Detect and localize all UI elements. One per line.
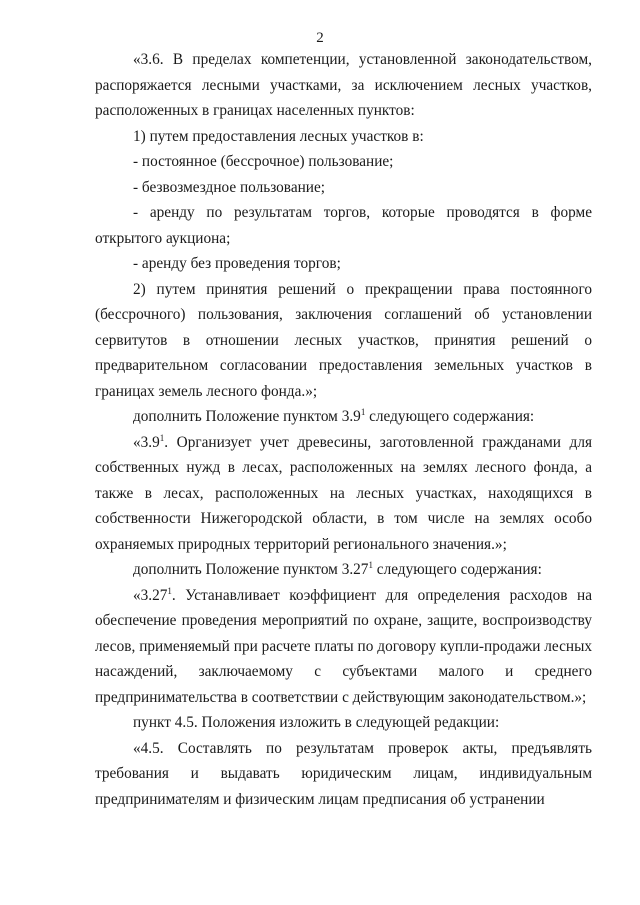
paragraph-text: «3.27 [133,586,168,604]
paragraph-list-item: - безвозмездное пользование; [133,178,326,196]
paragraph-list-item: - постоянное (бессрочное) пользование; [133,153,394,170]
page-number: 2 [316,30,324,46]
paragraph-item-2: 2) путем принятия решений о прекращении права постоянного (бессрочного) пользования, заключения соглашений об установлении сервитутов в отношении лесных участков, принятия решений о предварительном согласовании предоставления земельных участков в границах земель лесного фонда.»; [95,280,592,400]
paragraph-4-5: «4.5. Составлять по результатам проверок акты, предъявлять требования и выдавать юридическим лицам, индивидуальным предпринимателям и физическим лицам предписания об устранении [95,739,592,808]
paragraph-list-item: - аренду без проведения торгов; [133,255,341,272]
paragraph-text: дополнить Положение пунктом 3.9 [133,408,361,425]
paragraph-amendment-3-27-1 [95,557,592,583]
paragraph-3-6: «3.6. В пределах компетенции, установленной законодательством, распоряжается лесными участками, за исключением лесных участков, расположенных в границах населенных пунктов: [95,51,592,119]
paragraph-text: . Организует учет древесины, заготовленной гражданами для собственных нужд в лесах, расположенных на землях лесного фонда, а также в лесах, расположенных на лесных участках, находящихся в собственности Нижегородской области, в том числе на землях особо охраняемых природных территорий регионального значения.»; [95,433,592,553]
superscript: 1 [368,560,373,570]
document-body [95,47,592,812]
paragraph-text: следующего содержания: [372,561,542,578]
paragraph-text: следующего содержания: [365,408,535,425]
paragraph-text: . Устанавливает коэффициент для определения расходов на обеспечение проведения мероприятий по охране, защите, воспроизводству лесов, применяемый при расчете платы по договору купли-продажи лесных насаждений, заключаемому с субъектами малого и среднего предпринимательства в соответствии с действующим законодательством.»; [95,586,592,706]
paragraph-3-9-1 [95,430,592,558]
paragraph-list-item: - аренду по результатам торгов, которые проводятся в форме открытого аукциона; [95,204,592,247]
paragraph-text: дополнить Положение пунктом 3.27 [133,561,369,578]
superscript: 1 [360,407,366,417]
paragraph-3-27-1 [95,583,592,711]
paragraph-item-1: 1) путем предоставления лесных участков в: [133,127,424,145]
superscript: 1 [159,432,165,443]
paragraph-text: «3.9 [133,433,160,451]
paragraph-amendment-4-5: пункт 4.5. Положения изложить в следующей редакции: [133,714,500,731]
superscript: 1 [167,585,172,596]
paragraph-amendment-3-9-1 [95,404,592,430]
